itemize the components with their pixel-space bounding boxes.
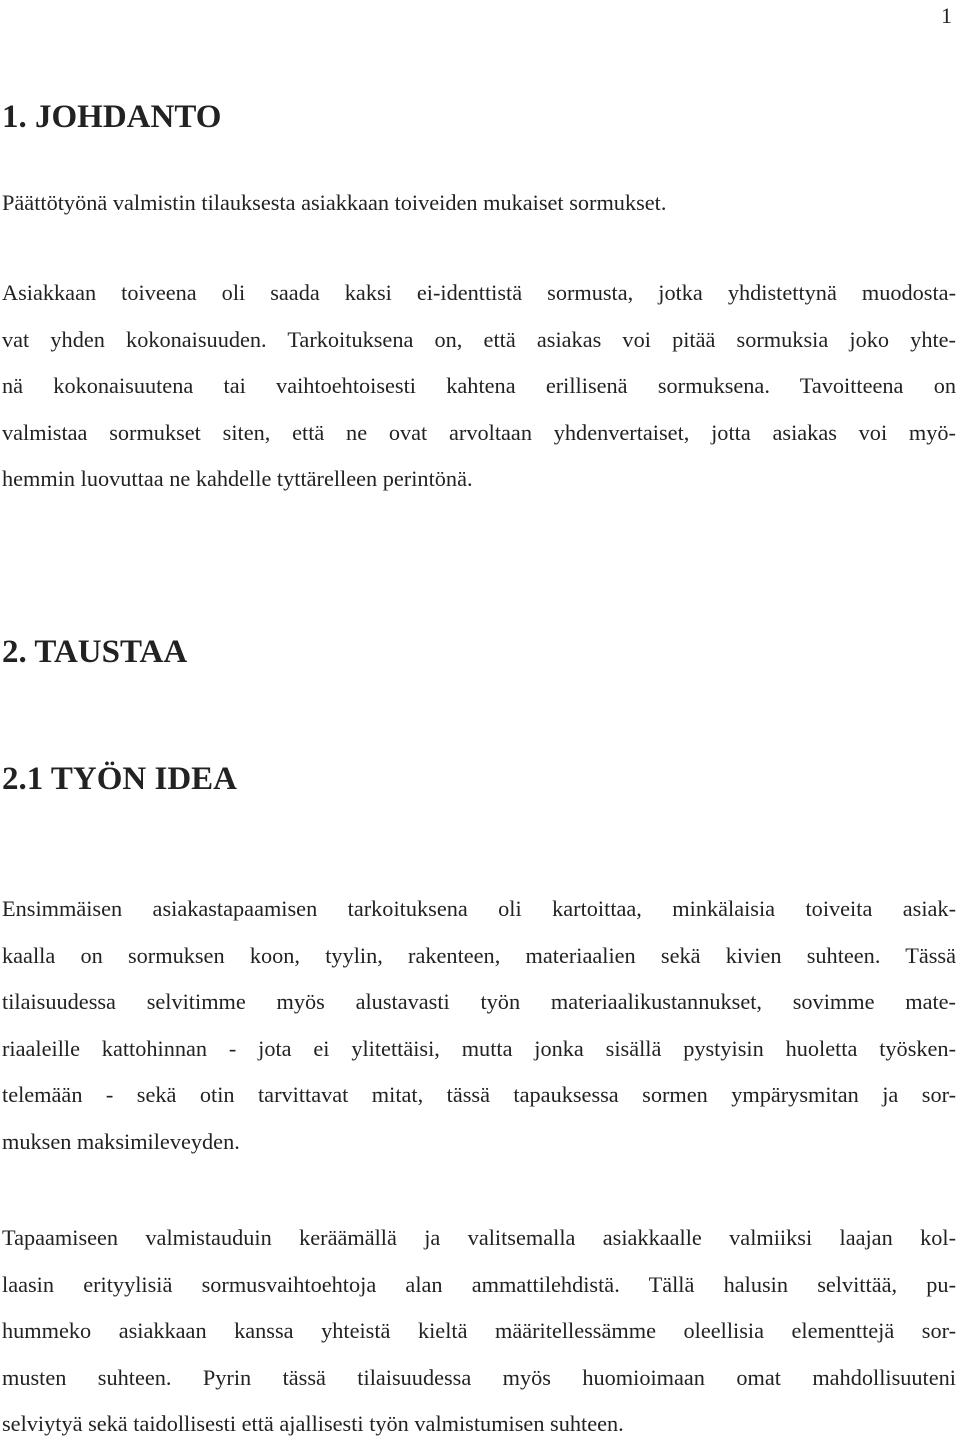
text-line: Ensimmäisen asiakastapaamisen tarkoituksena oli kartoittaa, minkälaisia toiveita asiak- (2, 896, 956, 921)
text-line: kaalla on sormuksen koon, tyylin, rakenteen, materiaalien sekä kivien suhteen. Tässä (2, 942, 956, 968)
text-line: nä kokonaisuutena tai vaihtoehtoisesti kahtena erillisenä sormuksena. Tavoitteena on (2, 373, 956, 398)
page-number: 1 (941, 3, 952, 28)
heading-taustaa: 2. TAUSTAA (2, 634, 188, 670)
tyon-idea-paragraph-2 (2, 1215, 956, 1448)
heading-johdanto: 1. JOHDANTO (2, 99, 222, 135)
johdanto-paragraph (2, 270, 956, 503)
text-line: riaaleille kattohinnan - jota ei ylitettäisi, mutta jonka sisällä pystyisin huoletta työsken- (2, 1035, 956, 1061)
text-line: hummeko asiakkaan kanssa yhteistä kieltä määritellessämme oleellisia elementtejä sor- (2, 1318, 956, 1343)
tyon-idea-paragraph-1 (2, 886, 956, 1165)
intro-paragraph: Päättötyönä valmistin tilauksesta asiakkaan toiveiden mukaiset sormukset. (2, 190, 667, 215)
text-line: vat yhden kokonaisuuden. Tarkoituksena on, että asiakas voi pitää sormuksia joko yhte- (2, 326, 956, 352)
text-line: valmistaa sormukset siten, että ne ovat arvoltaan yhdenvertaiset, jotta asiakas voi myö- (2, 419, 956, 445)
heading-tyon-idea: 2.1 TYÖN IDEA (2, 761, 238, 797)
text-line: Asiakkaan toiveena oli saada kaksi ei-identtistä sormusta, jotka yhdistettynä muodosta- (2, 280, 956, 305)
text-line: musten suhteen. Pyrin tässä tilaisuudessa myös huomioimaan omat mahdollisuuteni (2, 1364, 956, 1390)
text-line: Tapaamiseen valmistauduin keräämällä ja valitsemalla asiakkaalle valmiiksi laajan kol- (2, 1225, 956, 1250)
text-line: tilaisuudessa selvitimme myös alustavasti työn materiaalikustannukset, sovimme mate- (2, 989, 956, 1014)
text-line: hemmin luovuttaa ne kahdelle tyttärelleen perintönä. (2, 466, 473, 491)
text-line: laasin erityylisiä sormusvaihtoehtoja alan ammattilehdistä. Tällä halusin selvittää, pu- (2, 1271, 956, 1297)
text-line: selviytyä sekä taidollisesti että ajallisesti työn valmistumisen suhteen. (2, 1411, 624, 1436)
text-line: telemään - sekä otin tarvittavat mitat, tässä tapauksessa sormen ympärysmitan ja sor- (2, 1082, 956, 1107)
text-line: muksen maksimileveyden. (2, 1128, 240, 1154)
